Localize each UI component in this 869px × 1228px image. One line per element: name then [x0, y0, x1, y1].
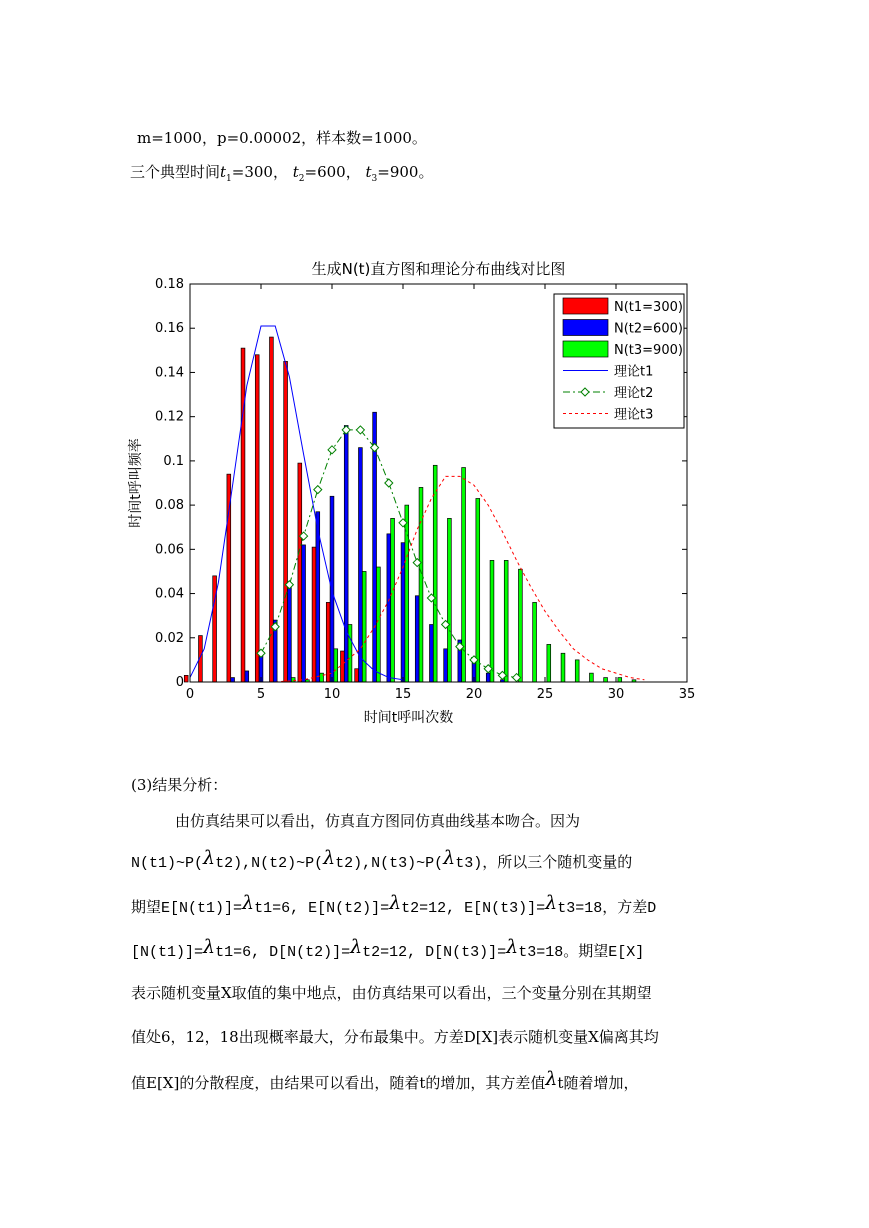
histogram-bar	[415, 596, 419, 682]
x-tick-label: 25	[536, 687, 554, 702]
histogram-bar	[575, 660, 579, 682]
histogram-bar	[255, 355, 259, 682]
text-segment: t3=18，方差D	[557, 900, 657, 917]
histogram-bar	[241, 348, 245, 682]
legend-label: 理论t2	[614, 386, 654, 401]
t1-value: =300，	[231, 163, 288, 181]
histogram-bar	[387, 534, 391, 682]
lambda-symbol: λ	[545, 1068, 558, 1090]
histogram-bar	[284, 361, 288, 682]
histogram-bar	[391, 518, 395, 682]
histogram-bar	[302, 545, 306, 682]
histogram-bar	[504, 560, 508, 682]
paragraph-line-7	[131, 1068, 639, 1093]
y-tick-label: 0.08	[155, 498, 184, 514]
parameter-line: m=1000，p=0.00002，样本数=1000。	[137, 129, 427, 147]
histogram-bar	[486, 673, 490, 682]
t2-value: =600，	[304, 163, 361, 181]
x-tick-label: 10	[323, 687, 341, 702]
text-segment: t3=18。期望E[X]	[518, 944, 645, 961]
t3-subscript: 3	[371, 174, 378, 184]
t2-subscript: 2	[298, 174, 305, 184]
y-tick-label: 0.04	[155, 586, 184, 602]
y-axis-label: 时间t呼叫频率	[128, 438, 144, 528]
lambda-symbol: λ	[545, 892, 558, 914]
text-segment: t3)，所以三个随机变量的	[455, 855, 633, 872]
x-tick-label: 30	[607, 687, 625, 702]
paragraph-line-3	[131, 892, 657, 919]
lambda-symbol: λ	[203, 847, 216, 869]
histogram-bar	[547, 644, 551, 682]
legend-label: N(t2=600)	[614, 321, 683, 337]
histogram-bar	[312, 547, 316, 682]
histogram-bar	[270, 337, 274, 682]
histogram-bar	[231, 678, 235, 682]
x-tick-label: 0	[185, 687, 195, 702]
text-segment: t1=6, E[N(t2)]=	[254, 900, 390, 917]
histogram-bar	[433, 465, 437, 682]
histogram-bar	[589, 673, 593, 682]
lambda-symbol: λ	[506, 936, 519, 958]
histogram-bar	[320, 673, 324, 682]
chart-title: 生成N(t)直方图和理论分布曲线对比图	[311, 260, 566, 278]
lambda-symbol: λ	[323, 847, 336, 869]
histogram-bar	[298, 463, 302, 682]
paragraph-line-4	[131, 936, 645, 963]
section-heading: (3)结果分析：	[131, 776, 228, 794]
histogram-bar	[344, 426, 348, 682]
text-segment: t2),N(t3)~P(	[335, 855, 444, 872]
text-segment: [N(t1)]=	[131, 944, 204, 961]
histogram-bar	[355, 669, 359, 682]
histogram-bar	[561, 653, 565, 682]
paragraph-line-2	[131, 847, 633, 874]
y-tick-label: 0.1	[163, 453, 184, 469]
text-segment: t2=12, E[N(t3)]=	[401, 900, 546, 917]
y-tick-label: 0	[175, 675, 184, 690]
paragraph-line-5: 表示随机变量X取值的集中地点，由仿真结果可以看出，三个变量分别在其期望	[131, 984, 652, 1002]
t1-subscript: 1	[226, 174, 232, 184]
histogram-bar	[334, 649, 338, 682]
typical-times-line	[130, 162, 433, 189]
y-tick-label: 0.14	[155, 365, 184, 381]
histogram-bar	[476, 498, 480, 682]
legend-label: N(t3=900)	[614, 343, 683, 358]
legend-label: 理论t3	[614, 407, 654, 423]
t1-symbol: t	[220, 163, 227, 181]
x-tick-label: 15	[394, 687, 412, 702]
histogram-bar	[326, 602, 330, 682]
lambda-symbol: λ	[389, 892, 402, 914]
histogram-bar	[373, 412, 377, 682]
histogram-bar	[419, 487, 423, 682]
text-segment: N(t1)~P(	[131, 855, 204, 872]
histogram-bar	[245, 671, 249, 682]
histogram-bar	[362, 571, 366, 682]
x-tick-label: 5	[256, 687, 266, 702]
y-tick-label: 0.06	[155, 542, 184, 558]
histogram-bar	[490, 560, 494, 682]
legend-swatch	[563, 320, 608, 336]
histogram-bar	[405, 505, 409, 682]
histogram-bar	[618, 678, 622, 682]
x-tick-label: 20	[465, 687, 483, 702]
x-axis-label: 时间t呼叫次数	[363, 710, 454, 726]
x-tick-label: 35	[678, 687, 696, 702]
t3-value: =900。	[377, 163, 434, 181]
text-segment: t1=6, D[N(t2)]=	[215, 944, 351, 961]
text-segment: t2=12, D[N(t3)]=	[362, 944, 507, 961]
histogram-bar	[444, 649, 448, 682]
histogram-bar	[430, 625, 434, 682]
plot-area	[155, 277, 695, 702]
legend-label: 理论t1	[614, 364, 654, 380]
legend-label: N(t1=300)	[614, 300, 683, 315]
paragraph-line-6: 值处6，12，18出现概率最大，分布最集中。方差D[X]表示随机变量X偏离其均	[131, 1028, 659, 1046]
histogram-bar	[291, 678, 295, 682]
lambda-symbol: λ	[242, 892, 255, 914]
text-segment: t随着增加，	[557, 1074, 639, 1092]
histogram-bar	[447, 518, 451, 682]
t2-symbol: t	[292, 163, 299, 181]
paragraph-line-1: 由仿真结果可以看出，仿真直方图同仿真曲线基本吻合。因为	[175, 812, 581, 830]
text-segment: 期望E[N(t1)]=	[131, 900, 243, 917]
histogram-bar	[401, 543, 405, 682]
histogram-bar	[376, 567, 380, 682]
histogram-bar	[184, 675, 188, 682]
histogram-bar	[288, 587, 292, 682]
histogram-bar	[533, 602, 537, 682]
y-tick-label: 0.16	[155, 321, 184, 337]
y-tick-label: 0.18	[155, 277, 184, 292]
lambda-symbol: λ	[350, 936, 363, 958]
y-tick-label: 0.02	[155, 630, 184, 646]
histogram-comparison-chart	[118, 250, 718, 730]
t3-symbol: t	[365, 163, 372, 181]
lambda-symbol: λ	[203, 936, 216, 958]
typical-times-prefix: 三个典型时间	[130, 163, 221, 181]
histogram-bar	[348, 625, 352, 682]
histogram-bar	[518, 569, 522, 682]
legend-swatch	[563, 298, 608, 314]
legend-swatch	[563, 341, 608, 357]
histogram-bar	[604, 678, 608, 682]
y-tick-label: 0.12	[155, 409, 184, 425]
text-segment: 值E[X]的分散程度，由结果可以看出，随着t的增加，其方差值	[131, 1074, 546, 1092]
lambda-symbol: λ	[443, 847, 456, 869]
histogram-bar	[341, 651, 345, 682]
text-segment: t2),N(t2)~P(	[215, 855, 324, 872]
